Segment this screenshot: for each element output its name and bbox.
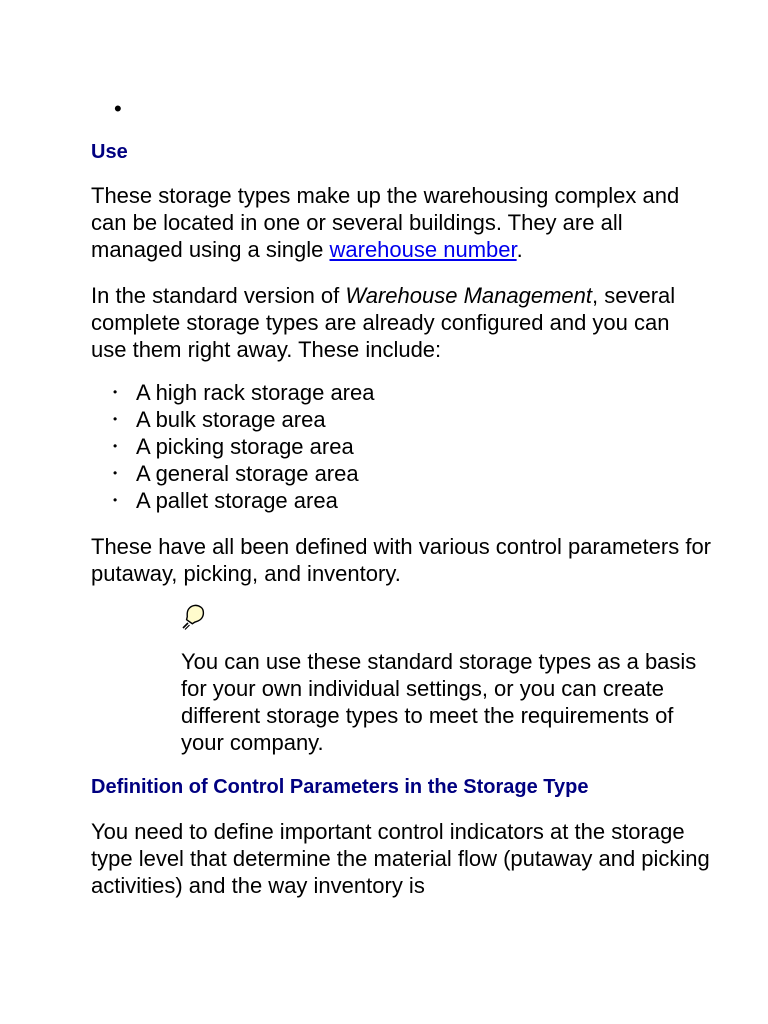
warehouse-number-link[interactable]: warehouse number [329, 237, 517, 262]
standard-version-text-end: , several complete storage types are already configured and you can use them right away. These include: [91, 283, 676, 362]
standard-version-paragraph [91, 282, 711, 363]
list-bullet: • [113, 493, 118, 507]
list-bullet: • [113, 412, 118, 426]
list-bullet: • [113, 466, 118, 480]
definition-paragraph: You need to define important control indicators at the storage type level that determine the material flow (putaway and picking activities) and the way inventory is [91, 819, 710, 898]
list-item-label: A high rack storage area [136, 380, 375, 405]
list-item [91, 460, 374, 487]
use-paragraph-text: These storage types make up the warehousing complex and can be located in one or several buildings. They are all managed using a single [91, 183, 680, 262]
list-item-label: A general storage area [136, 461, 359, 486]
list-bullet: • [113, 439, 118, 453]
list-item [91, 406, 374, 433]
definition-heading: Definition of Control Parameters in the Storage Type [91, 776, 589, 798]
list-item-label: A pallet storage area [136, 488, 338, 513]
list-item-label: A bulk storage area [136, 407, 326, 432]
list-item-label: A picking storage area [136, 434, 354, 459]
use-paragraph [91, 182, 711, 263]
storage-type-list [91, 379, 374, 514]
list-bullet: • [113, 385, 118, 399]
tip-note-text: You can use these standard storage types as a basis for your own individual settings, or you can create different storage types to meet the requirements of your company. [181, 649, 697, 755]
use-heading: Use [91, 141, 128, 163]
lightbulb-icon [180, 603, 208, 631]
top-bullet: • [114, 96, 122, 121]
list-item [91, 487, 374, 514]
control-parameters-paragraph: These have all been defined with various control parameters for putaway, picking, and inventory. [91, 534, 712, 586]
list-item [91, 379, 374, 406]
standard-version-text: In the standard version of [91, 283, 346, 308]
list-item [91, 433, 374, 460]
use-paragraph-end: . [516, 237, 523, 262]
warehouse-management-emphasis: Warehouse Management [345, 283, 593, 308]
